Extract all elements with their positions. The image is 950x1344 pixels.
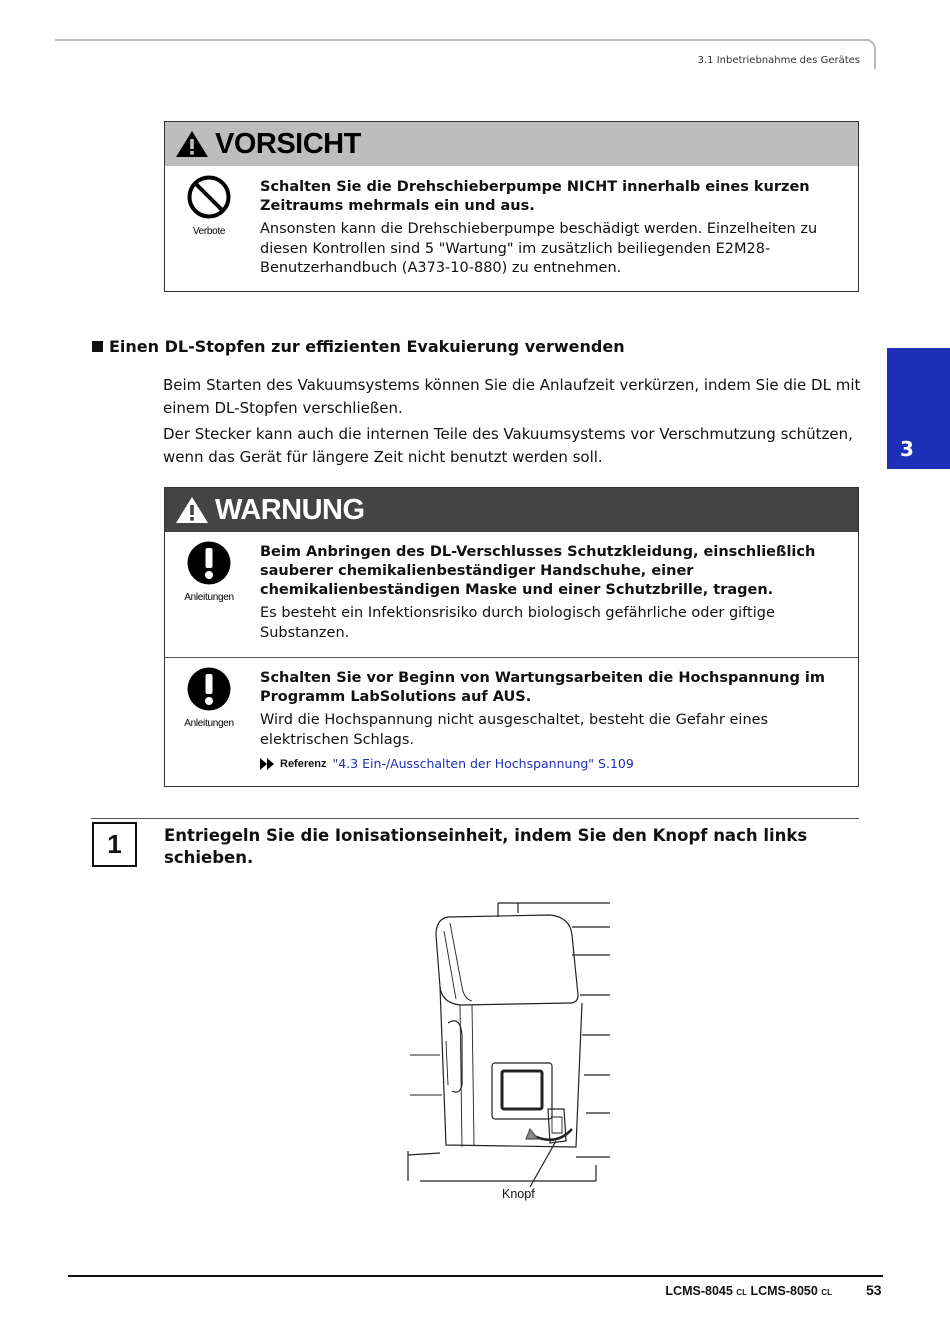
- model-b: LCMS-8050: [750, 1284, 818, 1298]
- mandatory-label: Anleitungen: [184, 592, 234, 603]
- warning-heading-1: Beim Anbringen des DL-Verschlusses Schutzkleidung, einschließlich sauberer chemikalienbeständiger Handschuhe, einer chemikalienbeständigen Maske und einer Schutzbrille, tragen.: [260, 544, 816, 598]
- prohibition-label: Verbote: [192, 226, 226, 237]
- warning-entry: [165, 532, 858, 657]
- warning-entry: [165, 658, 858, 786]
- warning-body-1: Es besteht ein Infektionsrisiko durch biologisch gefährliche oder giftige Substanzen.: [260, 605, 775, 641]
- section-paragraph-1: Beim Starten des Vakuumsystems können Sie die Anlaufzeit verkürzen, indem Sie die DL mit einem DL-Stopfen verschließen.: [163, 376, 861, 417]
- double-arrow-icon: [260, 758, 276, 770]
- caution-text: [260, 178, 838, 279]
- page-number: 53: [866, 1282, 882, 1298]
- section-title: [92, 337, 625, 356]
- warning-heading-2: Schalten Sie vor Beginn von Wartungsarbeiten die Hochspannung im Programm LabSolutions auf AUS.: [260, 670, 825, 705]
- reference-label: Referenz: [280, 757, 327, 770]
- model-b-suffix: CL: [821, 1288, 832, 1297]
- running-header: 3.1 Inbetriebnahme des Gerätes: [697, 55, 860, 66]
- prohibition-icon-col: [177, 174, 241, 237]
- caution-heading: Schalten Sie die Drehschieberpumpe NICHT innerhalb eines kurzen Zeitraums mehrmals ein und aus.: [260, 179, 810, 214]
- figure-label-knob: Knopf: [502, 1187, 535, 1201]
- model-a: LCMS-8045: [665, 1284, 733, 1298]
- mandatory-action-icon: [186, 540, 232, 586]
- section-paragraph-2: Der Stecker kann auch die internen Teile des Vakuumsystems vor Verschmutzung schützen, wenn das Gerät für längere Zeit nicht benutzt werden soll.: [163, 425, 853, 466]
- mandatory-icon-col: [177, 540, 241, 603]
- chapter-number: 3: [900, 437, 914, 461]
- ionization-unit-illustration: [400, 895, 615, 1195]
- caution-title: VORSICHT: [215, 127, 361, 160]
- warning-title: WARNUNG: [215, 493, 365, 526]
- warning-text-1: [260, 543, 838, 643]
- step-rule: [91, 818, 859, 819]
- caution-body: Ansonsten kann die Drehschieberpumpe beschädigt werden. Einzelheiten zu diesen Kontrollen sind 5 "Wartung" im zusätzlich beiliegenden E2M28-Benutzerhandbuch (A373-10-880) zu entnehmen.: [260, 221, 818, 276]
- model-a-suffix: CL: [736, 1288, 747, 1297]
- caution-header: [165, 122, 858, 166]
- warning-header: [165, 488, 858, 532]
- caution-entry: [165, 166, 858, 291]
- bullet-square-icon: [92, 341, 103, 352]
- reference-link[interactable]: "4.3 Ein-/Ausschalten der Hochspannung" S.109: [332, 756, 634, 771]
- footer-model: [665, 1284, 832, 1298]
- section-title-text: Einen DL-Stopfen zur effizienten Evakuierung verwenden: [109, 337, 625, 356]
- caution-box: [164, 121, 859, 292]
- warning-body-2: Wird die Hochspannung nicht ausgeschaltet, besteht die Gefahr eines elektrischen Schlags.: [260, 712, 769, 748]
- warning-text-2: [260, 669, 838, 771]
- mandatory-action-icon: [186, 666, 232, 712]
- warning-triangle-icon: [175, 495, 209, 525]
- reference-line: [260, 756, 838, 771]
- mandatory-icon-col: [177, 666, 241, 729]
- step-number: 1: [92, 822, 137, 867]
- warning-box: [164, 487, 859, 787]
- mandatory-label: Anleitungen: [184, 718, 234, 729]
- warning-triangle-icon: [175, 129, 209, 159]
- step-instruction: Entriegeln Sie die Ionisationseinheit, indem Sie den Knopf nach links schieben.: [164, 826, 808, 867]
- header-rule: [55, 39, 870, 41]
- footer-rule: [68, 1275, 883, 1277]
- prohibition-icon: [186, 174, 232, 220]
- chapter-tab: [887, 348, 950, 469]
